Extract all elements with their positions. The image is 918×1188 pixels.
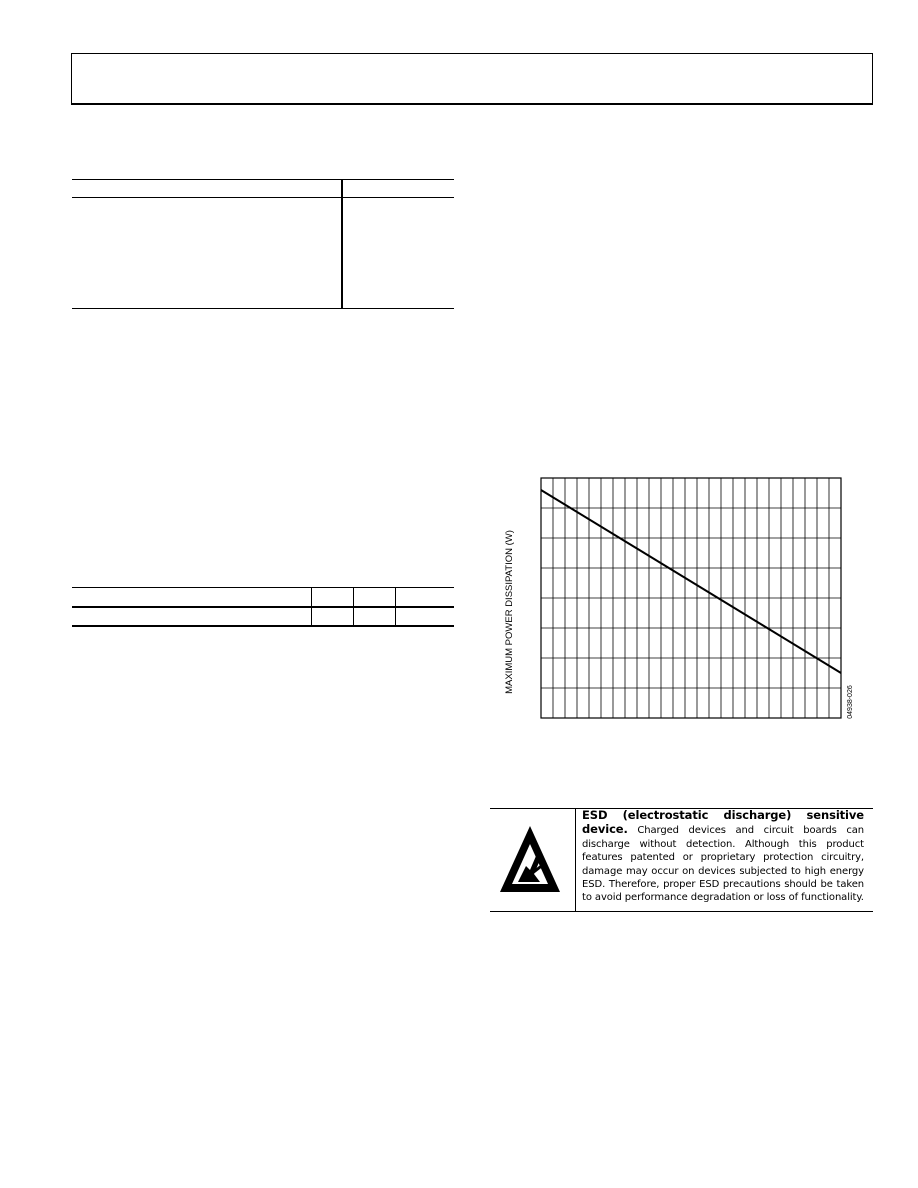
table-column-divider [353,587,354,626]
table-top-rule [72,179,454,180]
esd-caution-box [490,808,873,912]
table-header-rule [72,606,454,608]
chart-canvas [496,470,866,730]
table-column-divider [341,179,343,309]
esd-bottom-rule [490,911,873,912]
table-header-rule [72,197,454,198]
power-dissipation-chart [496,470,866,730]
esd-text-block [582,809,864,905]
table-column-divider [311,587,312,626]
table-bottom-rule [72,308,454,309]
esd-title: ESD (electrostatic discharge) sensitive device. [582,808,864,837]
esd-column-divider [575,808,576,912]
table-bottom-rule [72,625,454,627]
series-line [541,490,841,673]
table-column-divider [395,587,396,626]
y-axis-label: MAXIMUM POWER DISSIPATION (W) [504,530,515,694]
figure-id: 04938-026 [847,685,854,719]
esd-warning-icon [500,826,560,896]
esd-body: Charged devices and circuit boards can discharge without detection. Although this product features patented or proprietary protection circuitry, damage may occur on devices subjected to high energy ESD. Therefore, proper ESD precautions should be taken to avoid performance degradation or loss of functionality. [582,825,864,904]
table-top-rule [72,587,454,588]
page-header-frame [71,53,873,105]
